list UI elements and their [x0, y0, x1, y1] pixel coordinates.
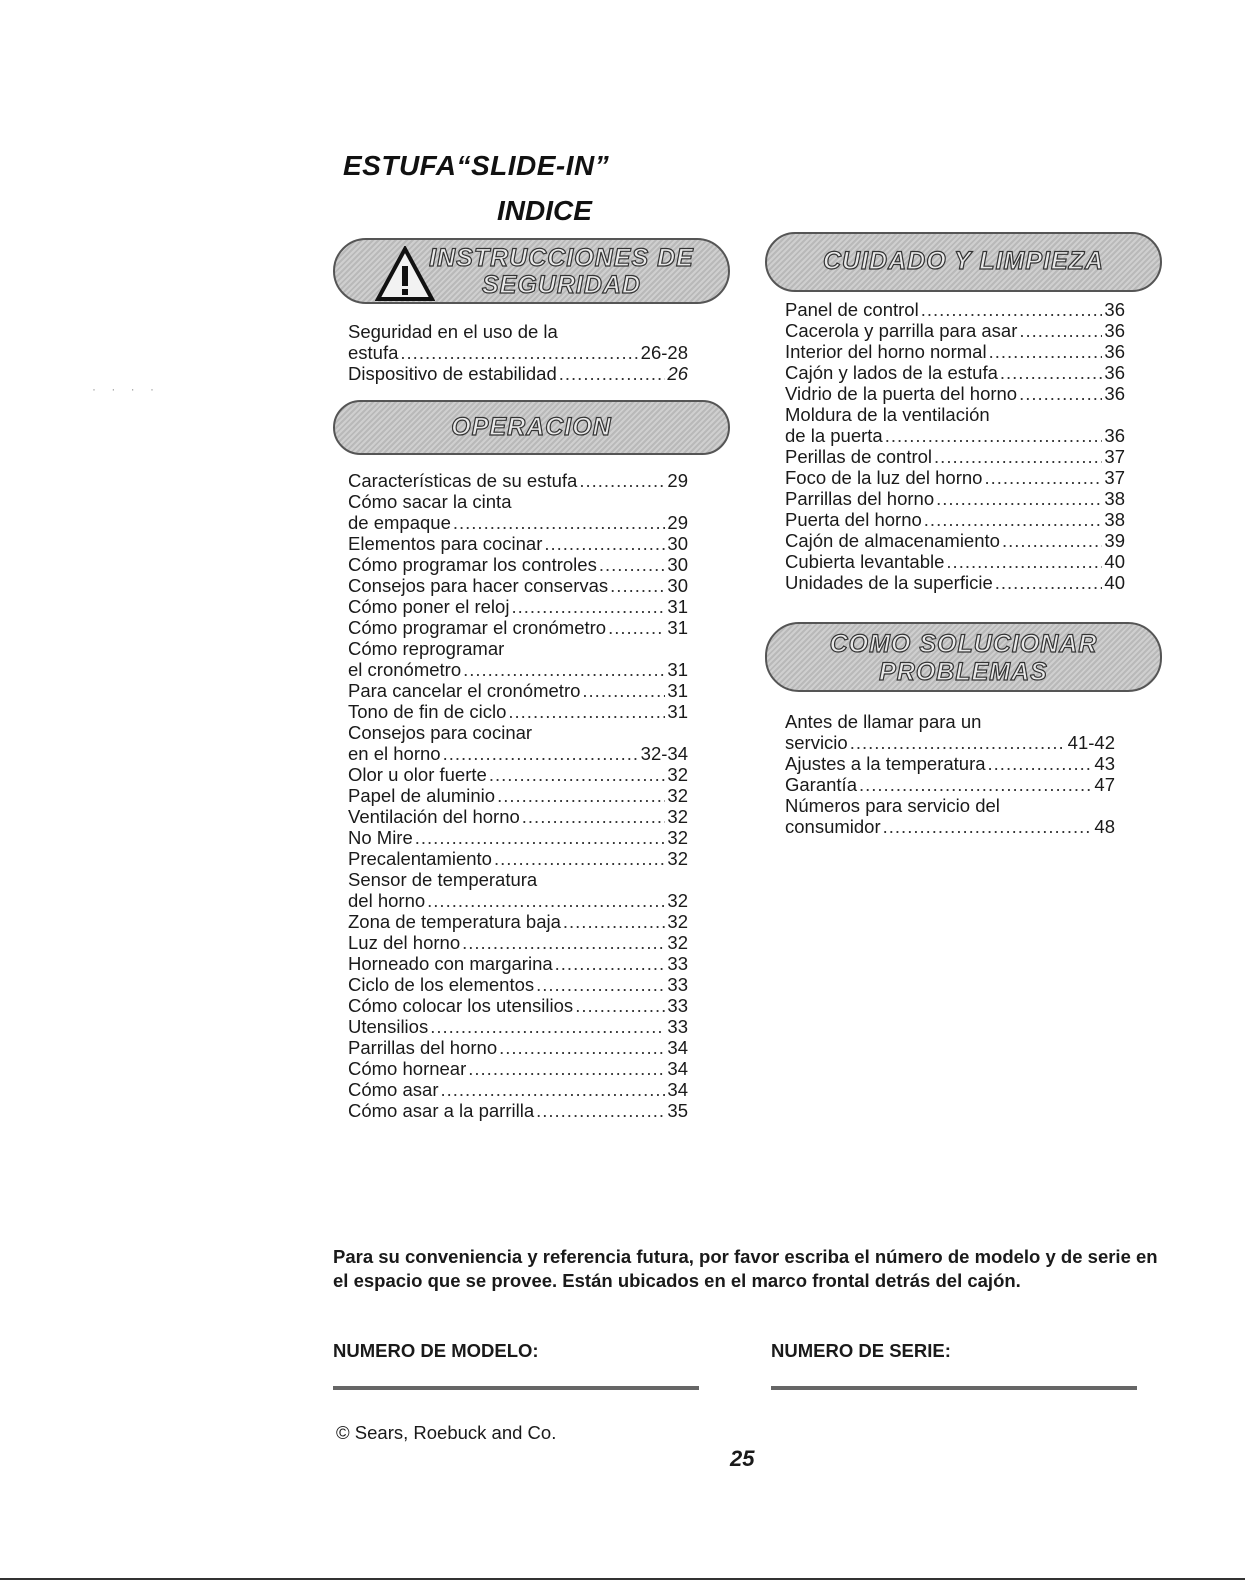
toc-entry-label: No Mire — [348, 827, 413, 848]
leader-dots — [859, 774, 1092, 795]
leader-dots — [989, 341, 1103, 362]
operation-section-banner — [333, 400, 730, 455]
leader-dots — [575, 995, 665, 1016]
safety-banner-line2: SEGURIDAD — [481, 271, 641, 299]
toc-entry-page: 36 — [1104, 425, 1125, 446]
leader-dots — [995, 572, 1103, 593]
toc-entry-page: 30 — [667, 533, 688, 554]
toc-entry-page: 36 — [1104, 341, 1125, 362]
leader-dots — [453, 512, 666, 533]
toc-entry-label: Zona de temperatura baja — [348, 911, 561, 932]
toc-entry — [348, 953, 688, 974]
toc-entry — [348, 974, 688, 995]
toc-entry-label: Dispositivo de estabilidad — [348, 363, 557, 384]
toc-entry — [348, 743, 688, 764]
care-banner-title: CUIDADO Y LIMPIEZA — [823, 247, 1104, 275]
safety-toc — [348, 321, 688, 384]
toc-entry-label: Precalentamiento — [348, 848, 492, 869]
leader-dots — [610, 575, 665, 596]
toc-entry-label: Vidrio de la puerta del horno — [785, 383, 1018, 404]
operation-toc — [348, 470, 688, 1121]
toc-entry-page: 32 — [667, 848, 688, 869]
toc-entry-page: 40 — [1104, 572, 1125, 593]
leader-dots — [522, 806, 666, 827]
toc-entry-label: en el horno — [348, 743, 441, 764]
toc-entry-label: Cómo poner el reloj — [348, 596, 510, 617]
toc-entry-label: Olor u olor fuerte — [348, 764, 487, 785]
leader-dots — [489, 764, 666, 785]
leader-dots — [1019, 383, 1102, 404]
toc-entry-line: Seguridad en el uso de la — [348, 321, 558, 342]
toc-entry — [785, 530, 1125, 551]
toc-entry-page: 32 — [667, 911, 688, 932]
toc-entry-label: Ventilación del horno — [348, 806, 520, 827]
toc-entry-page: 31 — [667, 596, 688, 617]
toc-entry-label: Foco de la luz del horno — [785, 467, 983, 488]
toc-entry — [348, 659, 688, 680]
toc-entry — [785, 816, 1115, 837]
margin-mark: · · · · — [92, 382, 160, 396]
toc-entry-page: 30 — [667, 575, 688, 596]
toc-entry-label: Consejos para hacer conservas — [348, 575, 609, 596]
leader-dots — [400, 342, 638, 363]
leader-dots — [499, 1037, 665, 1058]
toc-entry — [348, 596, 688, 617]
toc-entry — [348, 764, 688, 785]
toc-entry — [348, 785, 688, 806]
toc-entry-label: Luz del horno — [348, 932, 461, 953]
toc-entry-page: 32-34 — [640, 743, 688, 764]
toc-entry — [785, 383, 1125, 404]
toc-entry-page: 37 — [1104, 467, 1125, 488]
leader-dots — [544, 533, 665, 554]
toc-entry-page: 48 — [1094, 816, 1115, 837]
toc-entry-label: Unidades de la superficie — [785, 572, 993, 593]
leader-dots — [582, 680, 665, 701]
leader-dots — [924, 509, 1103, 530]
toc-entry-line: Antes de llamar para un — [785, 711, 982, 732]
toc-entry-label: Cómo programar los controles — [348, 554, 597, 575]
leader-dots — [850, 732, 1066, 753]
troubleshooting-toc — [785, 711, 1115, 837]
toc-entry-label: Ciclo de los elementos — [348, 974, 535, 995]
leader-dots — [984, 467, 1102, 488]
toc-entry-label: Utensilios — [348, 1016, 429, 1037]
leader-dots — [494, 848, 665, 869]
toc-entry-label: Características de su estufa — [348, 470, 578, 491]
toc-entry-label: Cómo asar — [348, 1079, 439, 1100]
leader-dots — [508, 701, 665, 722]
toc-entry — [348, 1037, 688, 1058]
model-number-label: NUMERO DE MODELO: — [333, 1340, 539, 1361]
toc-entry — [348, 890, 688, 911]
toc-entry-label: Cacerola y parrilla para asar — [785, 320, 1018, 341]
toc-entry-page: 31 — [667, 659, 688, 680]
leader-dots — [555, 953, 666, 974]
toc-entry — [785, 572, 1125, 593]
toc-entry-page: 35 — [667, 1100, 688, 1121]
leader-dots — [415, 827, 666, 848]
toc-entry-label: Para cancelar el cronómetro — [348, 680, 581, 701]
toc-entry-label: Cajón de almacenamiento — [785, 530, 1000, 551]
toc-entry-page: 26-28 — [640, 342, 688, 363]
toc-entry-line: Números para servicio del — [785, 795, 1000, 816]
troubleshooting-section-banner — [765, 622, 1162, 692]
index-heading: INDICE — [497, 195, 592, 226]
toc-entry — [348, 470, 688, 491]
toc-entry-page: 29 — [667, 470, 688, 491]
toc-entry-label: Papel de aluminio — [348, 785, 496, 806]
leader-dots — [921, 299, 1103, 320]
serial-number-line — [771, 1386, 1137, 1390]
toc-entry-page: 33 — [667, 995, 688, 1016]
leader-dots — [936, 488, 1102, 509]
troubleshooting-banner-line1: COMO SOLUCIONAR — [829, 630, 1098, 658]
toc-entry-label: Cómo hornear — [348, 1058, 467, 1079]
toc-entry — [348, 932, 688, 953]
toc-entry-line: Consejos para cocinar — [348, 722, 533, 743]
toc-entry-page: 31 — [667, 701, 688, 722]
toc-entry-page: 39 — [1104, 530, 1125, 551]
toc-entry — [348, 533, 688, 554]
leader-dots — [443, 743, 639, 764]
toc-entry — [785, 467, 1125, 488]
toc-entry-page: 31 — [667, 680, 688, 701]
troubleshooting-banner-line2: PROBLEMAS — [879, 658, 1048, 686]
leader-dots — [946, 551, 1102, 572]
toc-entry-label: Panel de control — [785, 299, 919, 320]
toc-entry — [348, 701, 688, 722]
toc-entry-page: 33 — [667, 1016, 688, 1037]
toc-entry-label: Parrillas del horno — [348, 1037, 498, 1058]
toc-entry-page: 37 — [1104, 446, 1125, 467]
toc-entry — [785, 488, 1125, 509]
toc-entry-page: 38 — [1104, 509, 1125, 530]
leader-dots — [463, 659, 665, 680]
leader-dots — [599, 554, 666, 575]
toc-entry — [785, 551, 1125, 572]
registration-note: Para su conveniencia y referencia futura, por favor escriba el número de modelo y de serie en el espacio que se provee. Están ubicados en el marco frontal detrás del cajón. — [333, 1246, 1158, 1291]
toc-entry-label: Parrillas del horno — [785, 488, 935, 509]
toc-entry-line: Moldura de la ventilación — [785, 404, 990, 425]
model-number-line — [333, 1386, 699, 1390]
toc-entry — [785, 362, 1125, 383]
toc-entry-page: 33 — [667, 974, 688, 995]
toc-entry — [348, 575, 688, 596]
toc-entry — [348, 995, 688, 1016]
toc-entry — [785, 774, 1115, 795]
toc-entry-page: 30 — [667, 554, 688, 575]
leader-dots — [427, 890, 665, 911]
leader-dots — [563, 911, 666, 932]
toc-entry-page: 29 — [667, 512, 688, 533]
page-bottom-edge — [0, 1578, 1245, 1580]
toc-entry — [348, 827, 688, 848]
leader-dots — [1002, 530, 1102, 551]
toc-entry-label: del horno — [348, 890, 426, 911]
leader-dots — [468, 1058, 665, 1079]
toc-entry-page: 36 — [1104, 320, 1125, 341]
toc-entry-page: 32 — [667, 932, 688, 953]
care-section-banner — [765, 232, 1162, 292]
leader-dots — [559, 363, 666, 384]
toc-entry — [785, 320, 1125, 341]
page-number: 25 — [730, 1446, 755, 1471]
toc-entry-line: Cómo reprogramar — [348, 638, 505, 659]
toc-entry-label: Cubierta levantable — [785, 551, 945, 572]
toc-entry-page: 43 — [1094, 753, 1115, 774]
toc-entry — [348, 848, 688, 869]
toc-entry — [785, 753, 1115, 774]
toc-entry — [348, 1016, 688, 1037]
toc-entry-label: Interior del horno normal — [785, 341, 987, 362]
toc-entry — [348, 363, 688, 384]
leader-dots — [497, 785, 665, 806]
toc-entry-label: Cómo asar a la parrilla — [348, 1100, 535, 1121]
toc-entry-label: Cajón y lados de la estufa — [785, 362, 998, 383]
toc-entry-page: 36 — [1104, 383, 1125, 404]
toc-entry-label: de empaque — [348, 512, 451, 533]
leader-dots — [536, 974, 665, 995]
toc-entry-page: 31 — [667, 617, 688, 638]
toc-entry — [348, 1100, 688, 1121]
toc-entry — [348, 1079, 688, 1100]
toc-entry-label: consumidor — [785, 816, 881, 837]
toc-entry-label: Puerta del horno — [785, 509, 922, 530]
toc-entry-page: 32 — [667, 890, 688, 911]
safety-banner-line1: INSTRUCCIONES DE — [429, 244, 694, 272]
toc-entry — [785, 732, 1115, 753]
leader-dots — [1000, 362, 1103, 383]
toc-entry-label: de la puerta — [785, 425, 883, 446]
toc-entry — [785, 446, 1125, 467]
serial-number-label: NUMERO DE SERIE: — [771, 1340, 951, 1361]
leader-dots — [608, 617, 665, 638]
leader-dots — [462, 932, 665, 953]
toc-entry-page: 38 — [1104, 488, 1125, 509]
toc-entry-page: 33 — [667, 953, 688, 974]
leader-dots — [511, 596, 665, 617]
toc-entry — [785, 509, 1125, 530]
leader-dots — [430, 1016, 665, 1037]
toc-entry — [785, 341, 1125, 362]
toc-entry — [785, 425, 1125, 446]
toc-entry — [348, 680, 688, 701]
toc-entry-label: Garantía — [785, 774, 857, 795]
toc-entry — [348, 617, 688, 638]
toc-entry-page: 34 — [667, 1058, 688, 1079]
toc-entry-label: Elementos para cocinar — [348, 533, 543, 554]
toc-entry-label: estufa — [348, 342, 399, 363]
toc-entry-label: Perillas de control — [785, 446, 933, 467]
toc-entry-page: 40 — [1104, 551, 1125, 572]
toc-entry-line: Cómo sacar la cinta — [348, 491, 512, 512]
toc-entry-page: 36 — [1104, 299, 1125, 320]
toc-entry-page: 32 — [667, 827, 688, 848]
leader-dots — [536, 1100, 665, 1121]
toc-entry-line: Sensor de temperatura — [348, 869, 538, 890]
toc-entry-page: 36 — [1104, 362, 1125, 383]
leader-dots — [579, 470, 665, 491]
toc-entry-label: Cómo colocar los utensilios — [348, 995, 574, 1016]
toc-entry — [785, 299, 1125, 320]
toc-entry — [348, 1058, 688, 1079]
toc-entry-label: Tono de fin de ciclo — [348, 701, 507, 722]
leader-dots — [883, 816, 1093, 837]
toc-entry-page: 41-42 — [1067, 732, 1115, 753]
toc-entry-page: 26 — [667, 363, 688, 384]
toc-entry — [348, 512, 688, 533]
toc-entry — [348, 806, 688, 827]
toc-entry-page: 32 — [667, 806, 688, 827]
leader-dots — [885, 425, 1103, 446]
document-title: ESTUFA“SLIDE-IN” — [343, 150, 610, 181]
toc-entry-label: Horneado con margarina — [348, 953, 553, 974]
toc-entry — [348, 342, 688, 363]
care-toc — [785, 299, 1125, 593]
toc-entry — [348, 554, 688, 575]
toc-entry-page: 32 — [667, 764, 688, 785]
safety-section-banner — [333, 238, 730, 304]
leader-dots — [1019, 320, 1102, 341]
copyright: © Sears, Roebuck and Co. — [336, 1422, 557, 1443]
toc-entry-page: 32 — [667, 785, 688, 806]
toc-entry — [348, 911, 688, 932]
toc-entry-label: servicio — [785, 732, 848, 753]
toc-entry-page: 34 — [667, 1037, 688, 1058]
toc-entry-label: Ajustes a la temperatura — [785, 753, 986, 774]
toc-entry-label: Cómo programar el cronómetro — [348, 617, 607, 638]
leader-dots — [934, 446, 1102, 467]
toc-entry-page: 47 — [1094, 774, 1115, 795]
toc-entry-page: 34 — [667, 1079, 688, 1100]
operation-banner-title: OPERACION — [451, 413, 612, 441]
leader-dots — [988, 753, 1093, 774]
leader-dots — [440, 1079, 665, 1100]
toc-entry-label: el cronómetro — [348, 659, 462, 680]
